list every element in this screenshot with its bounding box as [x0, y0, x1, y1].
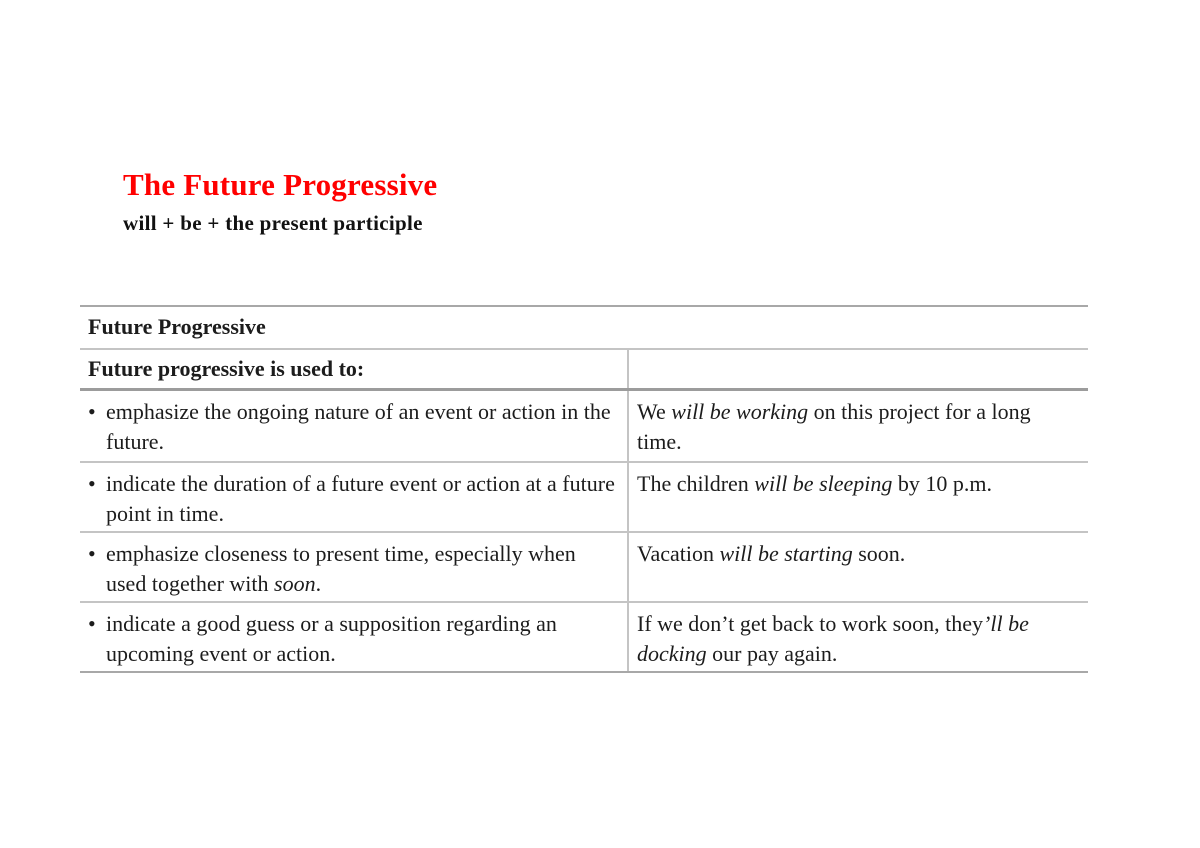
example-cell: If we don’t get back to work soon, they’ll be docking our pay again.	[628, 602, 1088, 672]
example-verb-phrase: will be working	[671, 399, 809, 424]
use-text: emphasize the ongoing nature of an event or action in the future.	[106, 399, 611, 454]
page-title: The Future Progressive	[123, 167, 438, 202]
future-progressive-table	[80, 305, 1088, 673]
use-cell	[80, 390, 628, 463]
table-row	[80, 602, 1088, 672]
table-row	[80, 532, 1088, 602]
use-cell	[80, 462, 628, 532]
formula-subtitle: will + be + the present participle	[123, 211, 423, 235]
table-row	[80, 462, 1088, 532]
table-subheader-row	[80, 349, 1088, 390]
bullet-icon: •	[88, 399, 96, 424]
use-text: indicate a good guess or a supposition regarding an upcoming event or action.	[106, 611, 557, 666]
use-cell	[80, 532, 628, 602]
example-cell: The children will be sleeping by 10 p.m.	[628, 462, 1088, 532]
table-subheader-empty-cell	[628, 349, 1088, 390]
bullet-icon: •	[88, 541, 96, 566]
example-cell: Vacation will be starting soon.	[628, 532, 1088, 602]
example-verb-phrase: will be starting	[719, 541, 853, 566]
bullet-item	[88, 397, 619, 457]
example-verb-phrase: will be sleeping	[754, 471, 893, 496]
bullet-item	[88, 609, 619, 669]
use-text: indicate the duration of a future event or action at a future point in time.	[106, 471, 615, 526]
use-text: emphasize closeness to present time, especially when used together with soon.	[106, 541, 576, 596]
table-row	[80, 390, 1088, 463]
table-title-row	[80, 306, 1088, 349]
bullet-icon: •	[88, 471, 96, 496]
bullet-item	[88, 539, 619, 599]
use-cell	[80, 602, 628, 672]
example-cell: We will be working on this project for a long time.	[628, 390, 1088, 463]
bullet-item	[88, 469, 619, 529]
example-verb-phrase: ’ll be docking	[637, 611, 1029, 666]
table-title: Future Progressive	[80, 306, 1088, 349]
table-subheader: Future progressive is used to:	[80, 349, 628, 390]
bullet-icon: •	[88, 611, 96, 636]
